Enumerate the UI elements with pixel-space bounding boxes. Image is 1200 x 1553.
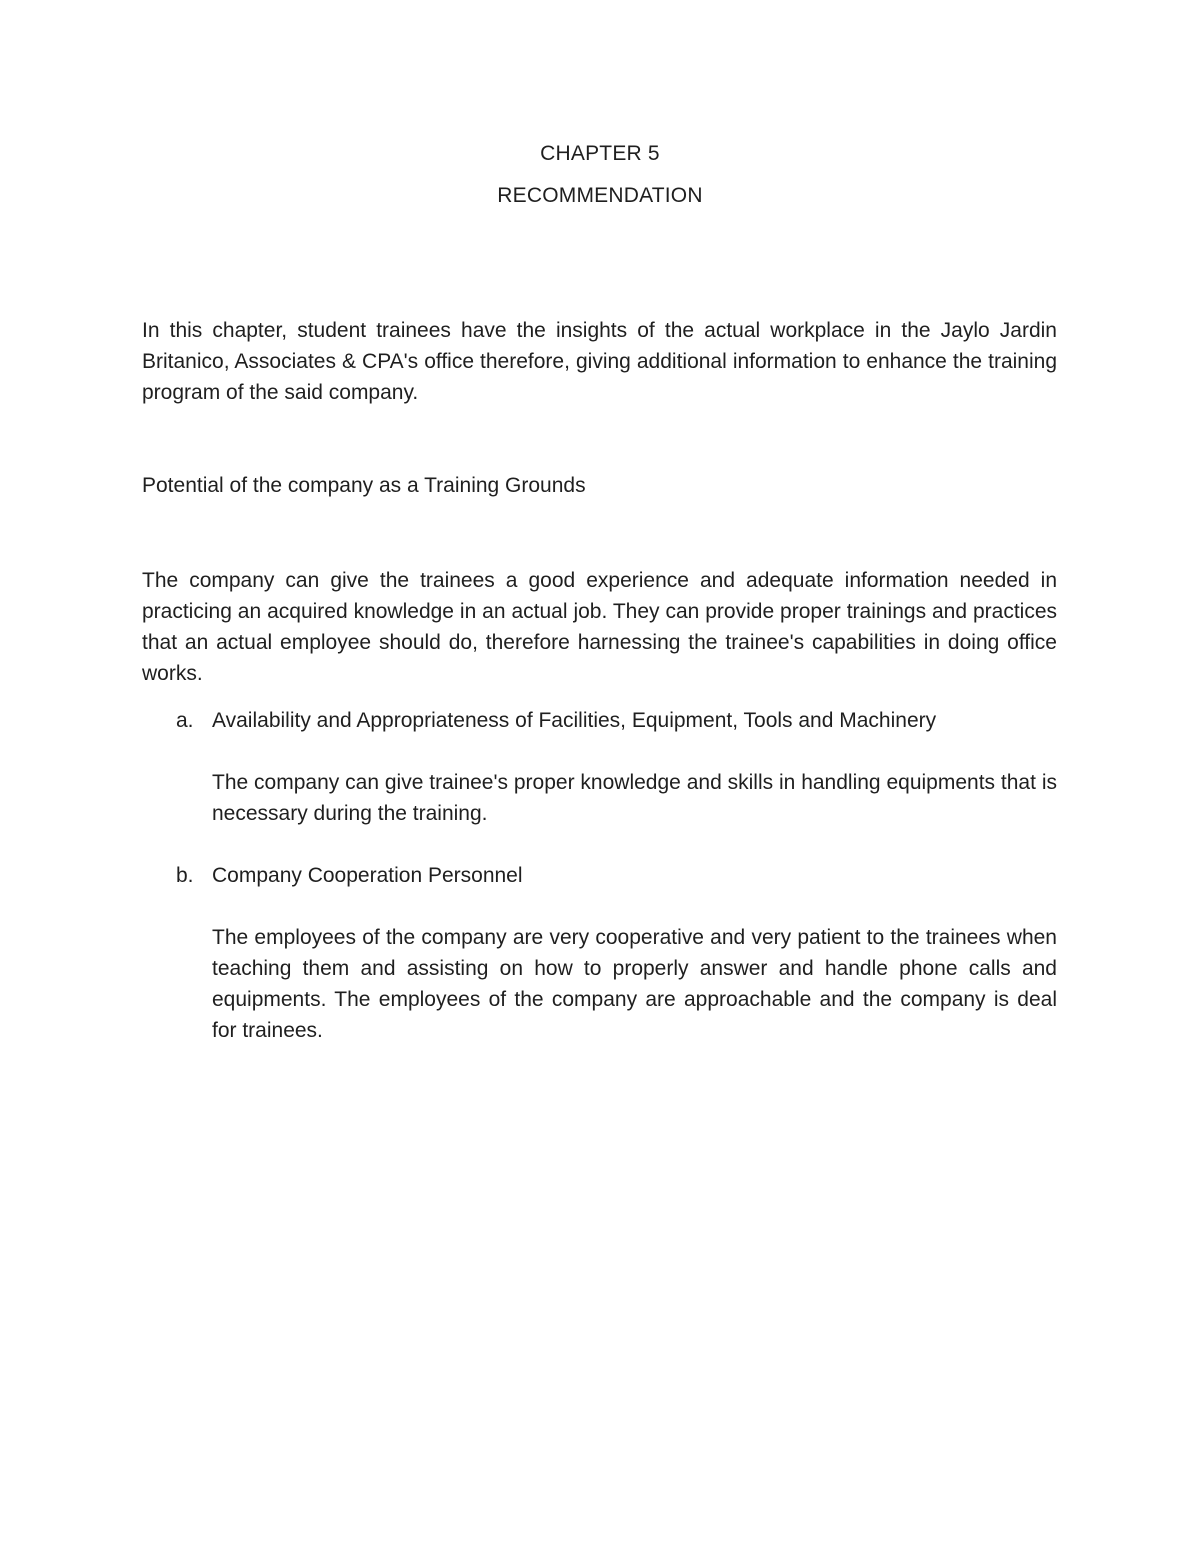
section-title: Potential of the company as a Training Grounds: [142, 474, 586, 497]
list-item-b-body: The employees of the company are very cooperative and very patient to the trainees when teaching them and assisting on how to properly answer and handle phone calls and equipments. The employees of the company are approachable and the company is deal for trainees.: [212, 926, 1057, 1042]
section-paragraph: The company can give the trainees a good experience and adequate information needed in practicing an acquired knowledge in an actual job. They can provide proper trainings and practices that an actual employee should do, therefore harnessing the trainee's capabilities in doing office works.: [142, 569, 1057, 685]
list-item-a-body: The company can give trainee's proper knowledge and skills in handling equipments that is necessary during the training.: [212, 771, 1057, 825]
intro-paragraph: In this chapter, student trainees have the insights of the actual workplace in the Jaylo Jardin Britanico, Associates & CPA's office therefore, giving additional information to enhance the training program of the said company.: [142, 319, 1057, 404]
list-item-a-label: Availability and Appropriateness of Facilities, Equipment, Tools and Machinery: [212, 709, 937, 732]
chapter-heading: CHAPTER 5: [540, 142, 660, 165]
list-item-b-label: Company Cooperation Personnel: [212, 864, 523, 887]
list-marker-b: b.: [176, 864, 194, 887]
chapter-title: RECOMMENDATION: [497, 184, 703, 207]
list-marker-a: a.: [176, 709, 194, 732]
